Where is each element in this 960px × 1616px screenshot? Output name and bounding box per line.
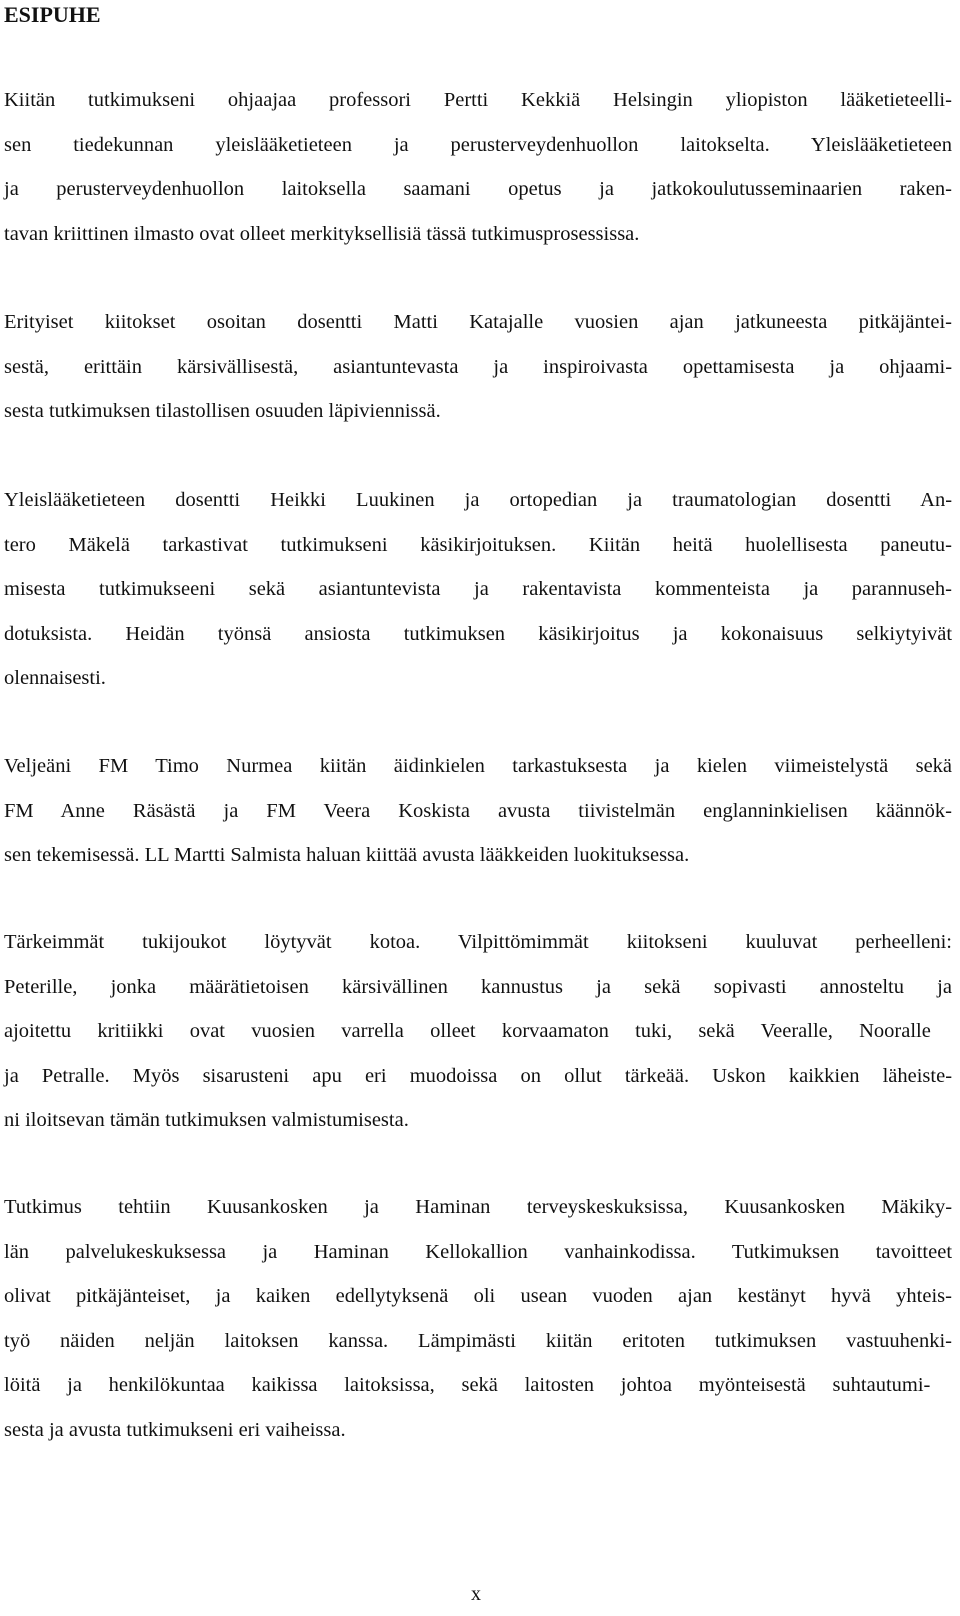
text-line: Kiitän tutkimukseni ohjaajaa professori Pertti Kekkiä Helsingin yliopiston lääketieteelli-: [4, 89, 952, 111]
paragraph-3: [4, 478, 952, 701]
text-line: län palvelukeskuksessa ja Haminan Kellokallion vanhainkodissa. Tutkimuksen tavoitteet: [4, 1240, 953, 1263]
text-line: ja Petralle. Myös sisarusteni apu eri muodoissa on ollut tärkeää. Uskon kaikkien läheiste-: [4, 1064, 953, 1087]
text-line: FM Anne Räsästä ja FM Veera Koskista avusta tiivistelmän englanninkielisen käännök-: [4, 799, 952, 822]
text-line: Erityiset kiitokset osoitan dosentti Matti Katajalle vuosien ajan jatkuneesta pitkäjäntei-: [4, 311, 952, 333]
page-number: x: [471, 1583, 481, 1605]
text-line: sen tekemisessä. LL Martti Salmista haluan kiittää avusta lääkkeiden luokituksessa.: [4, 844, 690, 867]
paragraph-6: [4, 1185, 952, 1453]
text-line: Tutkimus tehtiin Kuusankosken ja Haminan terveyskeskuksissa, Kuusankosken Mäkiky-: [4, 1196, 953, 1218]
text-line: dotuksista. Heidän työnsä ansiosta tutkimuksen käsikirjoitus ja kokonaisuus selkiytyivät: [4, 622, 953, 645]
text-line: Tärkeimmät tukijoukot löytyvät kotoa. Vilpittömimmät kiitokseni kuuluvat perheelleni:: [4, 931, 953, 953]
text-line: sesta ja avusta tutkimukseni eri vaiheissa.: [4, 1418, 346, 1441]
text-line: Yleislääketieteen dosentti Heikki Luukinen ja ortopedian ja traumatologian dosentti An-: [4, 489, 953, 511]
paragraph-5: [4, 920, 952, 1143]
page-heading: ESIPUHE: [4, 2, 101, 27]
text-line: olennaisesti.: [4, 667, 106, 690]
paragraph-1: [4, 78, 952, 256]
text-line: ja perusterveydenhuollon laitoksella saamani opetus ja jatkokoulutusseminaarien raken-: [4, 178, 952, 201]
text-line: ni iloitsevan tämän tutkimuksen valmistumisesta.: [4, 1109, 409, 1132]
text-line: Veljeäni FM Timo Nurmea kiitän äidinkielen tarkastuksesta ja kielen viimeistelystä sekä: [4, 755, 953, 777]
text-line: tavan kriittinen ilmasto ovat olleet merkityksellisiä tässä tutkimusprosessissa.: [4, 222, 640, 245]
text-line: sesta tutkimuksen tilastollisen osuuden läpiviennissä.: [4, 400, 441, 423]
text-line: ajoitettu kritiikki ovat vuosien varrella olleet korvaamaton tuki, sekä Veeralle, Nooralle: [4, 1020, 931, 1043]
text-line: sen tiedekunnan yleislääketieteen ja perusterveydenhuollon laitokselta. Yleislääketieteen: [4, 133, 953, 156]
text-line: löitä ja henkilökuntaa kaikissa laitoksissa, sekä laitosten johtoa myönteisestä suhtautumi-: [4, 1374, 931, 1397]
text-line: työ näiden neljän laitoksen kanssa. Lämpimästi kiitän eritoten tutkimuksen vastuuhenki-: [4, 1329, 952, 1352]
text-line: sestä, erittäin kärsivällisestä, asiantuntevasta ja inspiroivasta opettamisesta ja ohjaami-: [4, 355, 953, 378]
text-line: Peterille, jonka määrätietoisen kärsivällinen kannustus ja sekä sopivasti annosteltu ja: [4, 975, 952, 998]
paragraph-2: [4, 300, 952, 434]
text-line: olivat pitkäjänteiset, ja kaiken edellytyksenä oli usean vuoden ajan kestänyt hyvä yhteis-: [4, 1285, 952, 1308]
text-line: tero Mäkelä tarkastivat tutkimukseni käsikirjoituksen. Kiitän heitä huolellisesta paneutu-: [4, 533, 952, 556]
paragraph-4: [4, 744, 952, 878]
text-line: misesta tutkimukseeni sekä asiantuntevista ja rakentavista kommenteista ja parannuseh-: [4, 578, 952, 601]
